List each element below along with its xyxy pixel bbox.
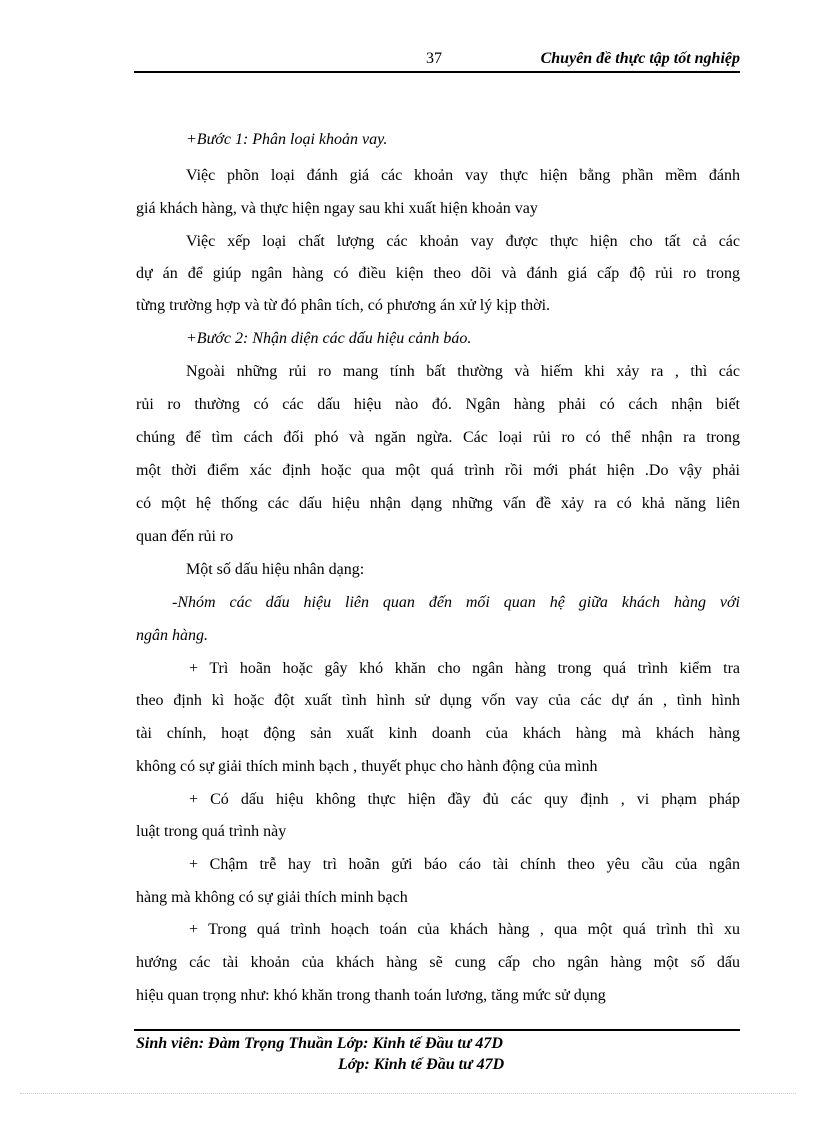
paragraph-line: hướng các tài khoản của khách hàng sẽ cung cấp cho ngân hàng một số dấu	[136, 954, 740, 971]
step-2-heading: +Bước 2: Nhận diện các dấu hiệu cảnh báo.	[186, 330, 472, 347]
paragraph-line: giá khách hàng, và thực hiện ngay sau khi xuất hiện khoản vay	[136, 200, 538, 217]
bullet-line: + Có dấu hiệu không thực hiện đầy đủ các quy định , vi phạm pháp	[189, 791, 740, 808]
page-header	[134, 46, 740, 72]
paragraph-line: Ngoài những rủi ro mang tính bất thường và hiếm khi xảy ra , thì các	[186, 363, 740, 380]
header-rule	[134, 71, 740, 73]
bullet-line: + Chậm trễ hay trì hoãn gửi báo cáo tài chính theo yêu cầu của ngân	[189, 856, 740, 873]
step-1-heading: +Bước 1: Phân loại khoản vay.	[186, 131, 388, 148]
paragraph-line: Một số dấu hiệu nhân dạng:	[186, 561, 365, 578]
footer-author: Sinh viên: Đàm Trọng Thuần Lớp: Kinh tế Đầu tư 47D	[136, 1035, 503, 1052]
paragraph-line: không có sự giải thích minh bạch , thuyết phục cho hành động của mình	[136, 758, 598, 775]
footer-rule	[134, 1029, 740, 1031]
paragraph-line: Việc phõn loại đánh giá các khoản vay thực hiện bằng phần mềm đánh	[186, 167, 740, 184]
paragraph-line: quan đến rủi ro	[136, 528, 234, 545]
paragraph-line: rủi ro thường có các dấu hiệu nào đó. Ngân hàng phải có cách nhận biết	[136, 396, 740, 413]
paragraph-line: tài chính, hoạt động sản xuất kinh doanh của khách hàng mà khách hàng	[136, 725, 740, 742]
footer-class: Lớp: Kinh tế Đầu tư 47D	[338, 1056, 505, 1073]
paragraph-line: hàng mà không có sự giải thích minh bạch	[136, 889, 408, 906]
page-number: 37	[426, 50, 442, 67]
paragraph-line: luật trong quá trình này	[136, 823, 287, 840]
paragraph-line: có một hệ thống các dấu hiệu nhận dạng những vấn đề xảy ra có khả năng liên	[136, 495, 740, 512]
paragraph-line: hiệu quan trọng như: khó khăn trong thanh toán lương, tăng mức sử dụng	[136, 987, 606, 1004]
paragraph-line: theo định kì hoặc đột xuất tình hình sử dụng vốn vay của các dự án , tình hình	[136, 692, 740, 709]
group-heading-cont: ngân hàng.	[136, 627, 208, 644]
group-heading: -Nhóm các dấu hiệu liên quan đến mối quan hệ giữa khách hàng với	[172, 594, 740, 611]
page-edge-divider	[20, 1093, 796, 1094]
bullet-line: + Trì hoãn hoặc gây khó khăn cho ngân hàng trong quá trình kiểm tra	[189, 660, 740, 677]
paragraph-line: chúng để tìm cách đối phó và ngăn ngừa. Các loại rủi ro có thể nhận ra trong	[136, 429, 740, 446]
paragraph-line: dự án để giúp ngân hàng có điều kiện theo dõi và đánh giá cấp độ rủi ro trong	[136, 265, 740, 282]
paragraph-line: Việc xếp loại chất lượng các khoản vay được thực hiện cho tất cả các	[186, 233, 740, 250]
paragraph-line: từng trường hợp và từ đó phân tích, có phương án xử lý kịp thời.	[136, 297, 551, 314]
header-title: Chuyên đề thực tập tốt nghiệp	[540, 50, 740, 67]
bullet-line: + Trong quá trình hoạch toán của khách hàng , qua một quá trình thì xu	[189, 921, 740, 938]
paragraph-line: một thời điểm xác định hoặc qua một quá trình rồi mới phát hiện .Do vậy phải	[136, 462, 740, 479]
